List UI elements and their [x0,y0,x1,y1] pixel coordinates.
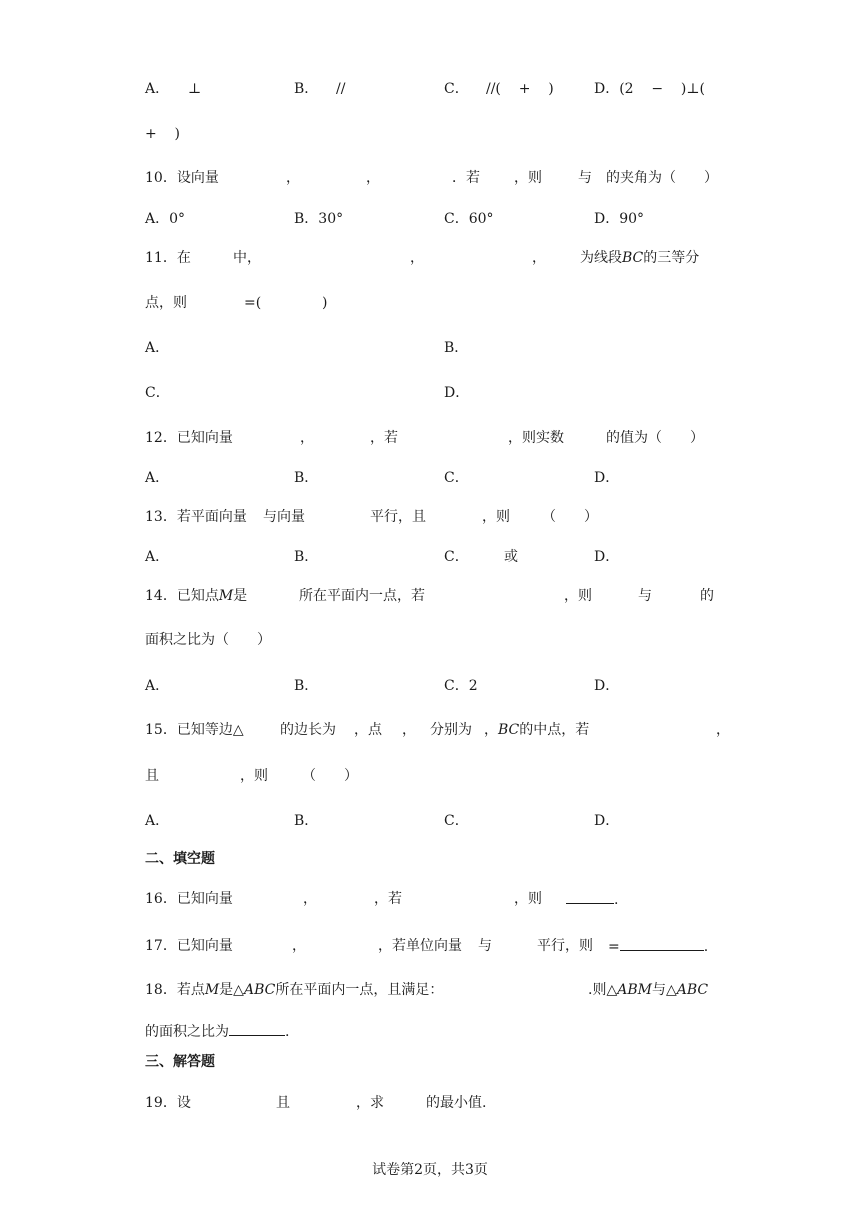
q15-comma-1: ， [402,722,416,738]
q12-comma-1: ， [300,430,314,446]
q19-stem-start: 19．设 [145,1095,191,1111]
q11-option-c: C． [145,385,170,401]
q10-then: ，则 [514,170,542,186]
q12-stem-tail: 的值为（ ） [606,430,704,446]
q14-then: ，则 [564,588,592,604]
q9-option-a-symbol: ⊥ [188,81,202,97]
q13-option-d: D． [594,549,620,565]
q19-find: ，求 [356,1095,384,1111]
page-footer: 试卷第2页，共3页 [372,1162,488,1178]
q15-option-d: D． [594,813,620,829]
q17-answer-blank[interactable]: = . [608,936,708,957]
q11-in: 中， [233,250,261,266]
q11-comma-2: ， [532,250,546,266]
q14-option-d: D． [594,678,620,694]
q18-triangle-abm: ABM [617,982,652,998]
q14-line2: 面积之比为（ ） [145,632,271,648]
q13-option-b: B． [294,549,319,565]
q13-option-c: C． [444,549,469,565]
q14-point-m: M [218,588,234,604]
q10-stem-tail: 的夹角为（ ） [606,170,718,186]
q17-parallel: 平行，则 [537,938,593,954]
q9-option-a-letter: A． [145,81,170,97]
q16-if: ，若 [374,891,402,907]
q11-comma-1: ， [410,250,424,266]
q13-with: 与向量 [263,509,305,525]
q13-paren: （ ） [542,509,598,525]
q10-option-b: B．30° [294,211,344,227]
q15-midpoint: ，BC的中点，若 [484,722,590,738]
q15-paren: （ ） [302,768,358,784]
q16-answer-blank[interactable]: . [566,889,618,910]
q18-triangle-abc-2: ABC [676,982,709,998]
q15-line2-then: ，则 [240,768,268,784]
q16-then: ，则 [514,891,542,907]
q14-plane: 所在平面内一点，若 [299,588,425,604]
q13-option-a: A． [145,549,170,565]
q15-end-comma: ， [716,722,730,738]
q17-with: 与 [478,938,492,954]
q13-option-c-or: 或 [504,549,518,565]
q18-triangle-abc: ABC [243,982,276,998]
q10-if: ．若 [452,170,480,186]
q15-stem-start: 15．已知等边△ [145,722,244,738]
q9-option-d-continued: + ) [145,126,180,142]
q10-and: 与 [578,170,592,186]
q12-if: ，若 [370,430,398,446]
q14-of: 的 [700,588,714,604]
q10-option-d: D．90° [594,211,645,227]
section-title-fill-in: 二、填空题 [145,851,215,867]
q14-option-c: C．2 [444,678,478,694]
q15-option-a: A． [145,813,170,829]
q12-stem-start: 12．已知向量 [145,430,233,446]
q15-segment-bc: BC [498,722,520,738]
q9-option-c-letter: C． [444,81,469,97]
q14-and: 与 [638,588,652,604]
q14-stem-start: 14．已知点M是 [145,588,248,604]
q15-side: 的边长为 [280,722,336,738]
q15-line2-and: 且 [145,768,159,784]
q9-option-c-text: //( + ) [486,81,554,97]
q12-option-a: A． [145,470,170,486]
q15-point: ，点 [354,722,382,738]
q18-point-m: M [204,982,220,998]
q19-tail: 的最小值. [426,1095,487,1111]
q14-option-a: A． [145,678,170,694]
q11-line2-close: ) [322,295,328,311]
q10-comma-1: ， [286,170,300,186]
q18-then: .则△ABM与△ABC [588,982,709,998]
q10-stem-start: 10．设向量 [145,170,219,186]
q9-option-b-letter: B． [294,81,319,97]
q11-segment-bc: BC [622,250,644,266]
q11-segment-text: 为线段BC的三等分 [580,250,700,266]
q10-comma-2: ， [366,170,380,186]
section-title-solve: 三、解答题 [145,1054,215,1070]
q11-stem-start: 11．在 [145,250,191,266]
q11-option-d: D． [444,385,470,401]
q13-parallel: 平行，且 [370,509,426,525]
q11-option-b: B． [444,340,469,356]
q15-option-b: B． [294,813,319,829]
q17-stem-start: 17．已知向量 [145,938,233,954]
q9-option-b-symbol: // [336,81,346,97]
q15-respectively: 分别为 [430,722,472,738]
q14-option-b: B． [294,678,319,694]
q11-line2-eq: =( [244,295,262,311]
q16-stem-start: 16．已知向量 [145,891,233,907]
q12-option-d: D． [594,470,620,486]
q18-stem-start: 18．若点M是△ABC所在平面内一点，且满足： [145,982,444,998]
q13-then: ，则 [482,509,510,525]
q11-option-a: A． [145,340,170,356]
q17-if: ，若单位向量 [378,938,462,954]
q18-line2[interactable]: 的面积之比为 . [145,1021,289,1042]
q11-line2-start: 点，则 [145,295,187,311]
q19-and: 且 [276,1095,290,1111]
q12-option-b: B． [294,470,319,486]
q15-option-c: C． [444,813,469,829]
q13-stem-start: 13．若平面向量 [145,509,247,525]
q17-comma-1: ， [292,938,306,954]
q10-option-a: A．0° [145,211,186,227]
q16-comma-1: ， [303,891,317,907]
q12-then: ，则实数 [508,430,564,446]
q10-option-c: C．60° [444,211,494,227]
q12-option-c: C． [444,470,469,486]
q9-option-d-text: D．(2 − )⊥( [594,81,706,97]
